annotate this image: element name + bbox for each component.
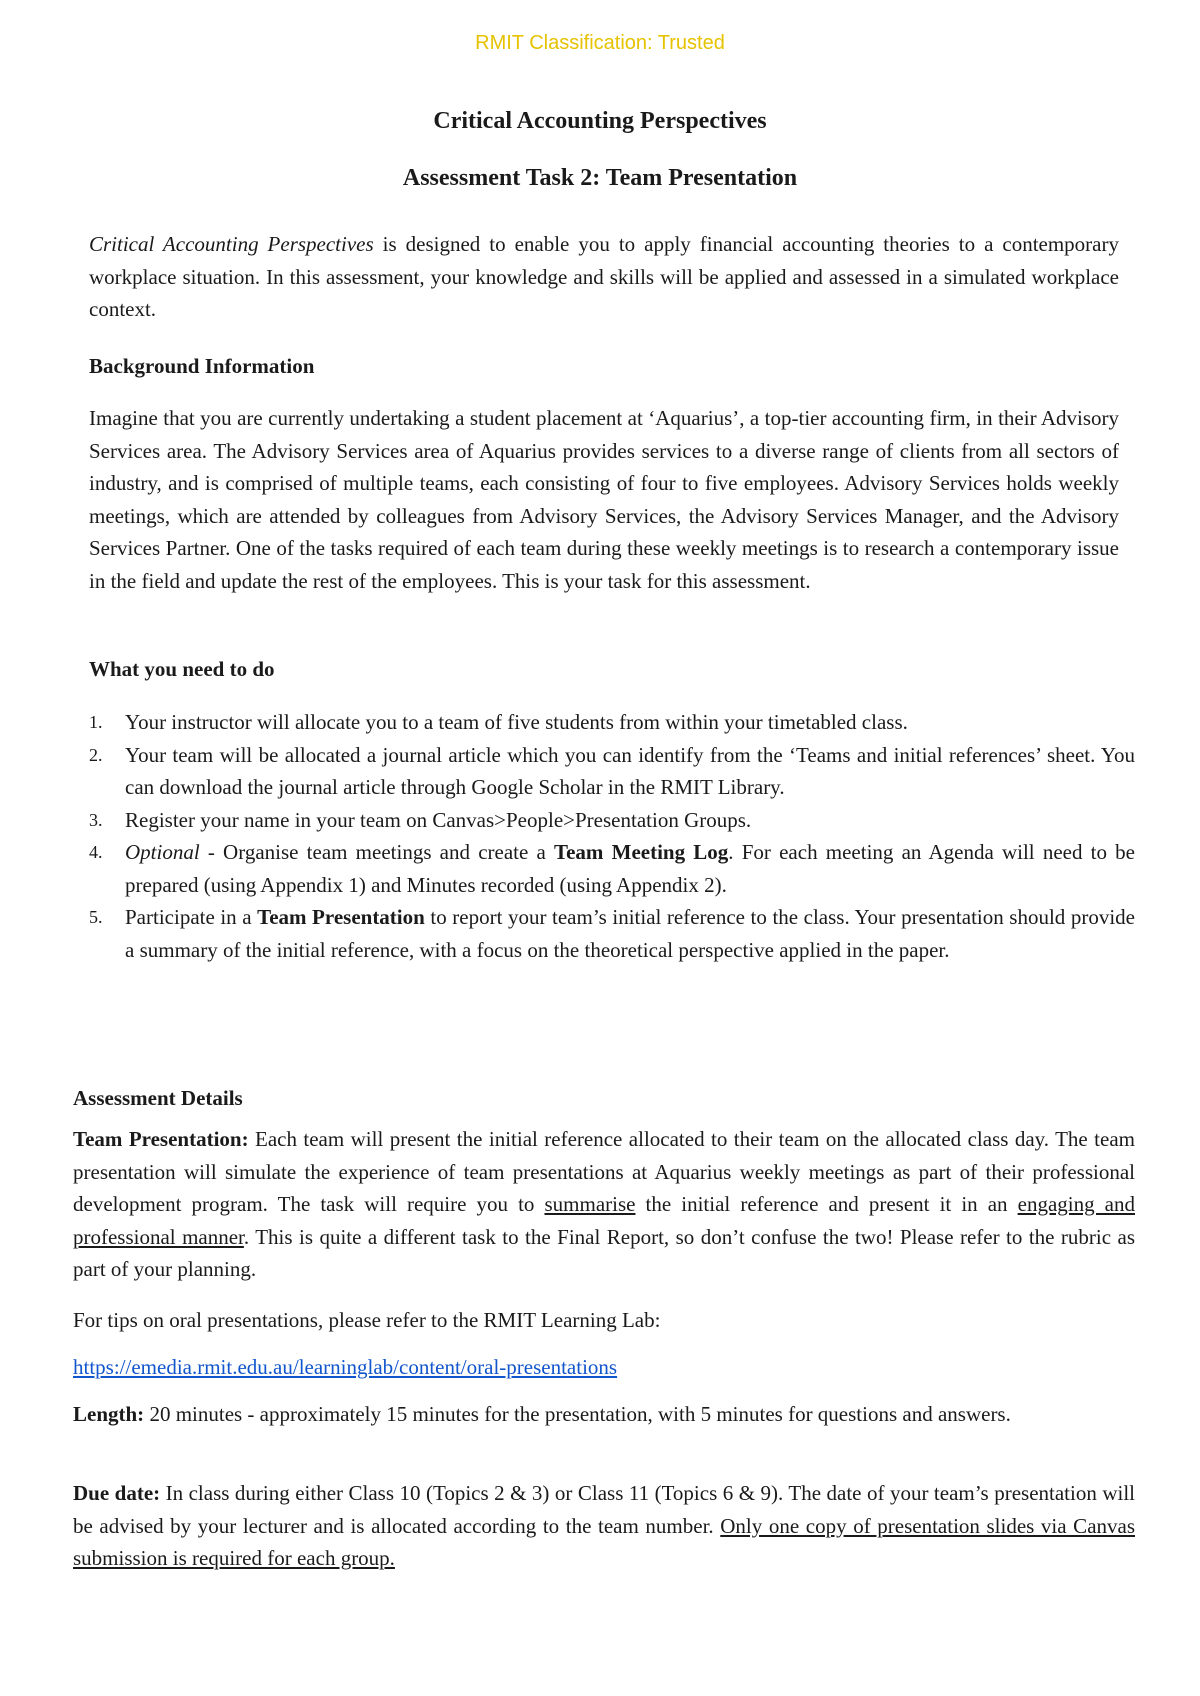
summarise-underline: summarise — [544, 1192, 636, 1216]
step-bold: Team Meeting Log — [554, 840, 729, 864]
step-number: 2. — [89, 744, 103, 765]
step-bold: Team Presentation — [257, 905, 425, 929]
step-text: Register your name in your team on Canvas>People>Presentation Groups. — [125, 807, 752, 832]
step-text: - Organise team meetings and create a — [199, 840, 555, 864]
step-text: Your instructor will allocate you to a team of five students from within your timetabled class. — [125, 710, 908, 734]
length-text: 20 minutes - approximately 15 minutes for the presentation, with 5 minutes for questions and answers. — [144, 1402, 1011, 1426]
team-text: Each team will present the initial reference allocated to their team on the allocated class day. The team presentation will simulate the experience of team presentations at Aquarius weekly meetings as part of their professional development program. The task will require you to — [73, 1127, 1135, 1216]
due-label: Due date: — [73, 1481, 161, 1505]
step-text: to report your team’s initial reference to the class. Your presentation should provide a summary of the initial reference, with a focus on the theoretical perspective applied in the paper. — [125, 905, 1135, 962]
step-optional: Optional — [125, 840, 200, 864]
background-paragraph: Imagine that you are currently undertaking a student placement at ‘Aquarius’, a top-tier accounting firm, in their Advisory Services area. The Advisory Services area of Aquarius provides services to a diverse range of clients from all sectors of industry, and is comprised of multiple teams, each consisting of four to five employees. Advisory Services holds weekly meetings, which are attended by colleagues from Advisory Services, the Advisory Services Manager, and the Advisory Services Partner. One of the tasks required of each team during these weekly meetings is to research a contemporary issue in the field and update the rest of the employees. This is your task for this assessment. — [89, 406, 1119, 593]
length-paragraph — [73, 1400, 1135, 1428]
step-text: Participate in a — [125, 905, 258, 929]
tips-paragraph: For tips on oral presentations, please refer to the RMIT Learning Lab: — [73, 1308, 661, 1332]
list-item — [89, 901, 1135, 966]
learning-lab-link[interactable]: https://emedia.rmit.edu.au/learninglab/content/oral-presentations — [73, 1355, 618, 1379]
step-number: 4. — [89, 842, 103, 862]
step-text: . For each meeting an Agenda will need to be prepared (using Appendix 1) and Minutes recorded (using Appendix 2). — [125, 840, 1136, 897]
classification-label: RMIT Classification: Trusted — [475, 32, 725, 54]
intro-paragraph — [89, 228, 1119, 326]
list-item — [89, 739, 1135, 804]
team-text: the initial reference and present it in an — [635, 1192, 1018, 1216]
background-heading: Background Information — [89, 354, 315, 378]
engaging-underline: engaging and professional manner — [73, 1192, 1135, 1249]
step-number: 3. — [89, 809, 103, 830]
steps-list — [89, 706, 1135, 966]
learning-lab-link-paragraph — [73, 1351, 1135, 1384]
course-title: Critical Accounting Perspectives — [433, 108, 767, 134]
step-number: 5. — [89, 907, 103, 927]
step-number: 1. — [89, 712, 103, 732]
list-item — [89, 706, 1135, 739]
list-item — [89, 836, 1135, 901]
team-label: Team Presentation: — [73, 1127, 249, 1151]
due-date-paragraph — [73, 1477, 1135, 1575]
intro-course-name: Critical Accounting Perspectives — [89, 232, 374, 256]
length-label: Length: — [73, 1402, 145, 1426]
due-underline: Only one copy of presentation slides via Canvas submission is required for each group. — [73, 1513, 1136, 1570]
details-heading: Assessment Details — [73, 1086, 243, 1110]
task-title: Assessment Task 2: Team Presentation — [402, 165, 798, 191]
intro-text: is designed to enable you to apply financial accounting theories to a contemporary workplace situation. In this assessment, your knowledge and skills will be applied and assessed in a simulated workplace context. — [89, 232, 1119, 321]
step-text: Your team will be allocated a journal article which you can identify from the ‘Teams and initial references’ sheet. You can download the journal article through Google Scholar in the RMIT Library. — [125, 742, 1135, 799]
team-presentation-paragraph — [73, 1123, 1135, 1286]
team-text: . This is quite a different task to the Final Report, so don’t confuse the two! Please refer to the rubric as part of your planning. — [73, 1224, 1136, 1281]
list-item — [89, 804, 1135, 837]
todo-heading: What you need to do — [89, 657, 275, 681]
due-text: In class during either Class 10 (Topics 2 & 3) or Class 11 (Topics 6 & 9). The date of your team’s presentation will be advised by your lecturer and is allocated according to the team number. — [73, 1481, 1135, 1538]
